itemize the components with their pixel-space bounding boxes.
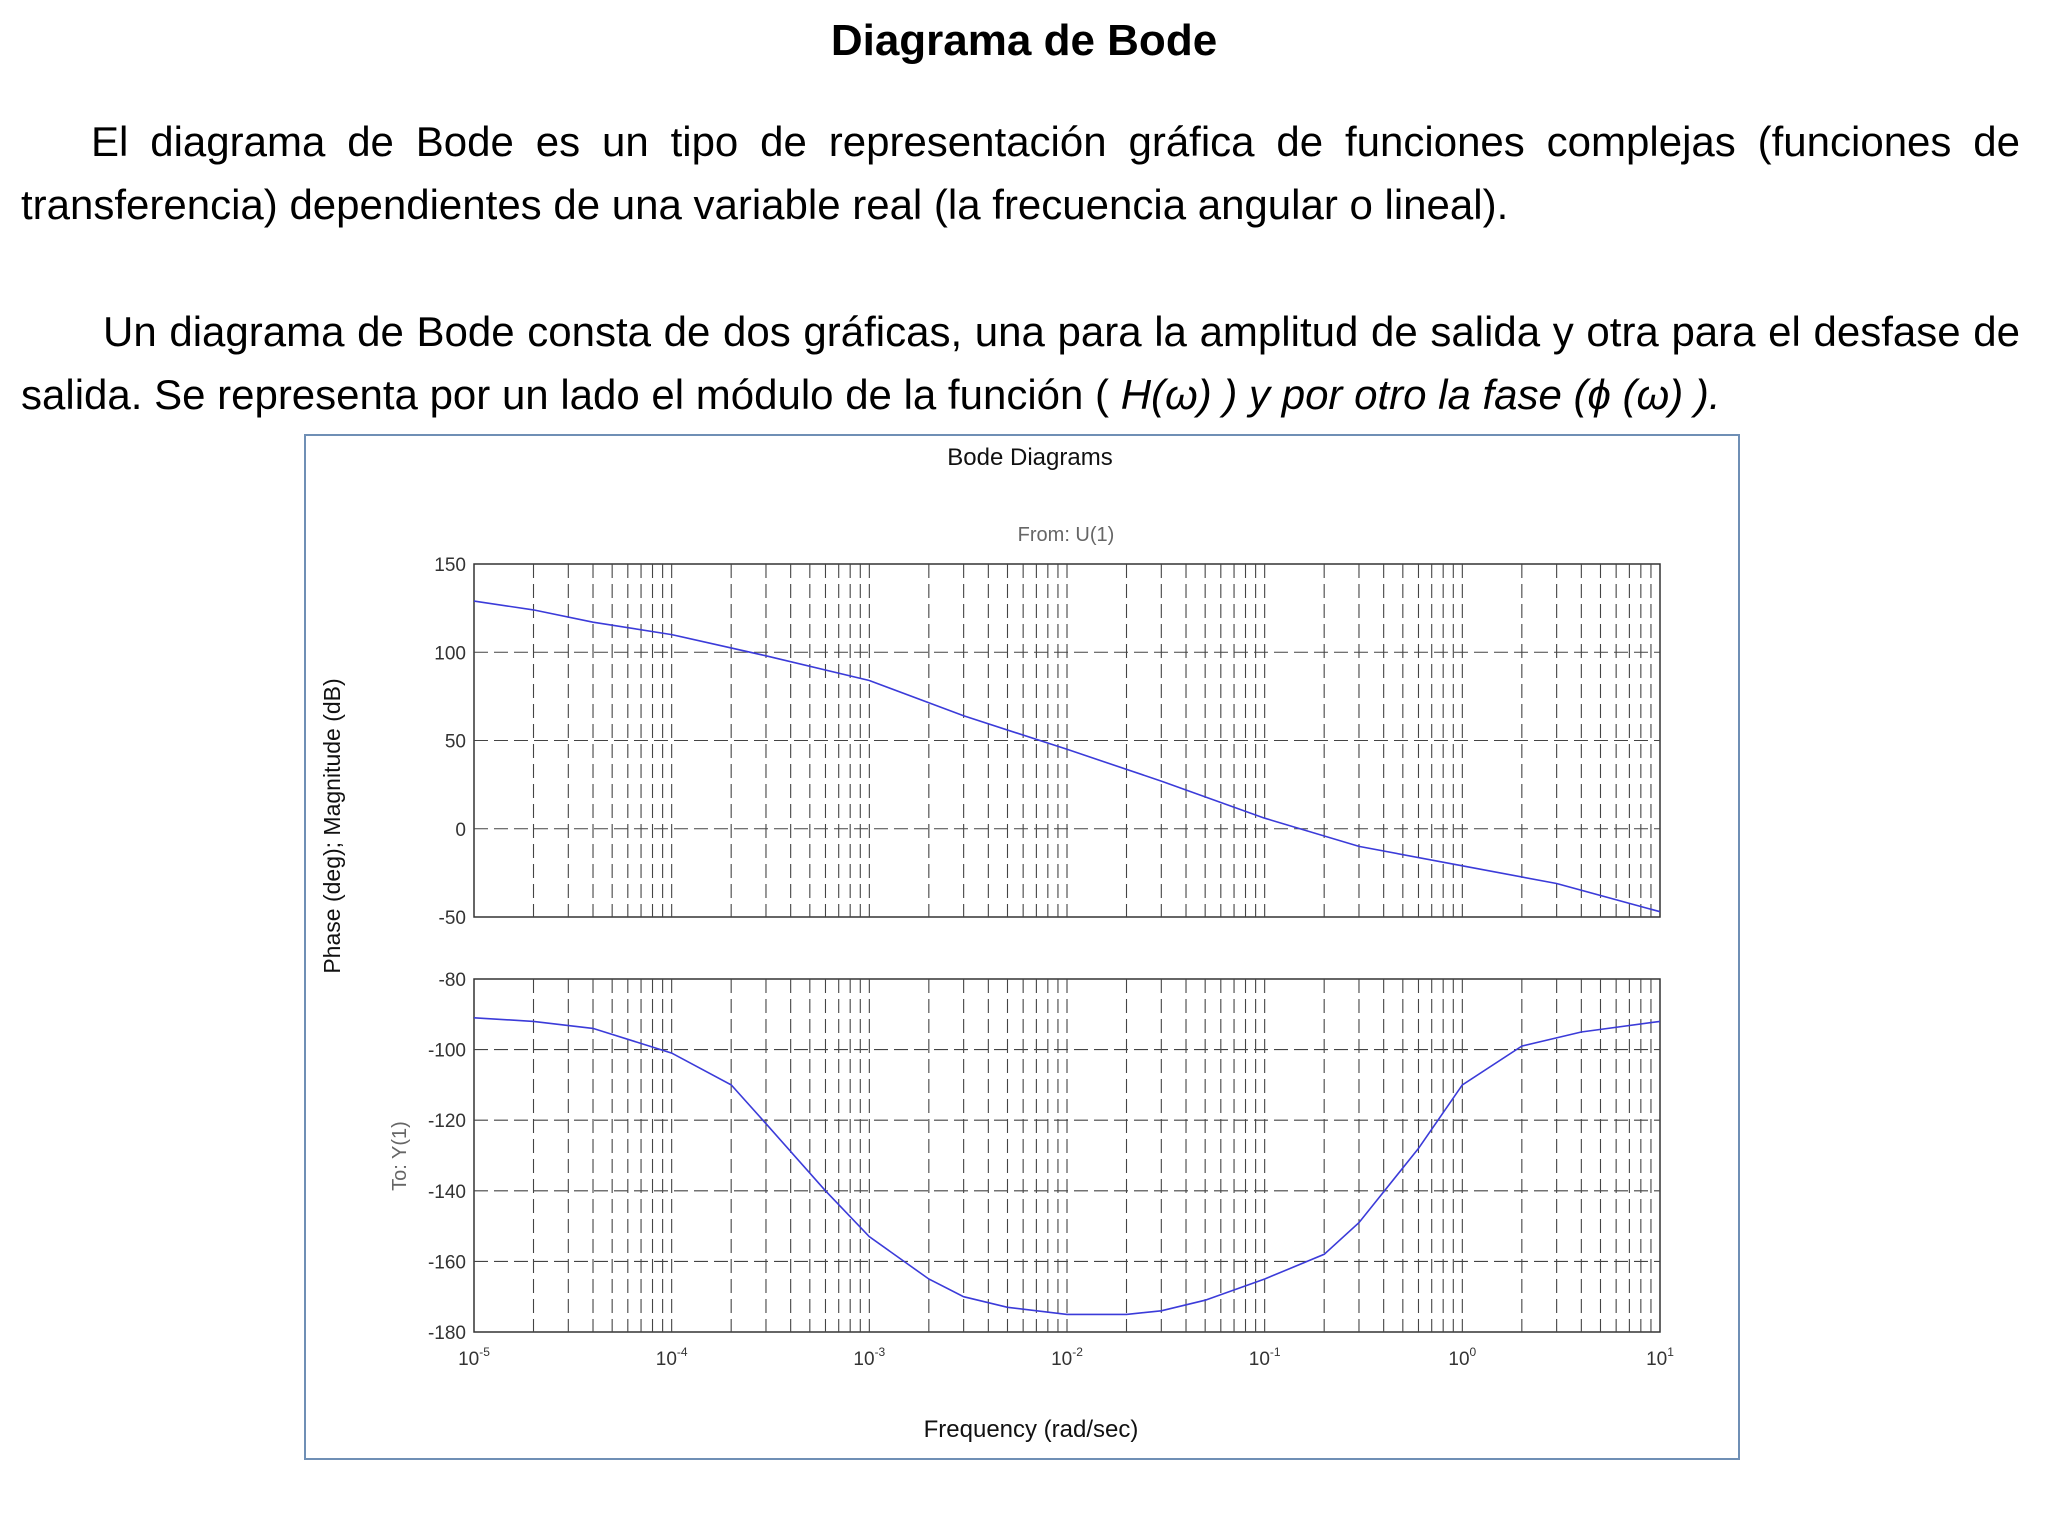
chart-title: Bode Diagrams — [947, 444, 1113, 471]
x-tick-label: $10^{-1}$ — [1248, 1345, 1281, 1370]
magnitude-y-tick-label: -50 — [438, 908, 466, 929]
magnitude-y-tick-label: 0 — [455, 819, 466, 841]
plot-layer — [428, 555, 1674, 1370]
y-axis-label: Phase (deg); Magnitude (dB) — [319, 678, 345, 974]
x-tick-label: $10^{-5}$ — [458, 1345, 490, 1370]
bode-chart — [306, 436, 1738, 1458]
phase-y-tick-label: -160 — [427, 1252, 466, 1274]
paragraph-description — [21, 300, 2020, 426]
x-tick-label: $10^0$ — [1448, 1345, 1477, 1370]
bode-figure — [304, 434, 1740, 1460]
magnitude-y-tick-label: 150 — [434, 555, 466, 576]
paragraph-intro: El diagrama de Bode es un tipo de representación gráfica de funciones complejas (funciones de transferencia) dependientes de una variable real (la frecuencia angular o lineal). — [21, 118, 2020, 228]
x-tick-label: $10^{-4}$ — [655, 1345, 688, 1370]
magnitude-y-tick-label: 50 — [444, 731, 466, 753]
paragraph-description-italic: H(ω) ) y por otro la fase (ϕ (ω) ). — [1120, 371, 1721, 418]
chart-subtitle: From: U(1) — [1017, 524, 1115, 546]
phase-y-tick-label: -80 — [438, 970, 466, 991]
y-axis-label-secondary: To: Y(1) — [389, 1121, 411, 1191]
phase-y-tick-label: -100 — [427, 1040, 466, 1062]
phase-y-tick-label: -180 — [427, 1323, 466, 1344]
x-tick-label: $10^1$ — [1646, 1345, 1674, 1370]
paragraph-description-text: Un diagrama de Bode consta de dos gráficas, una para la amplitud de salida y otra para el desfase de salida. Se representa por un lado el módulo de la función ( — [21, 308, 2020, 418]
x-tick-label: $10^{-2}$ — [1051, 1345, 1083, 1370]
x-axis-label: Frequency (rad/sec) — [923, 1416, 1139, 1443]
phase-y-tick-label: -120 — [427, 1111, 466, 1133]
x-tick-label: $10^{-3}$ — [853, 1345, 886, 1370]
magnitude-y-tick-label: 100 — [434, 643, 466, 665]
page-title: Diagrama de Bode — [830, 16, 1218, 65]
phase-y-tick-label: -140 — [427, 1181, 466, 1203]
